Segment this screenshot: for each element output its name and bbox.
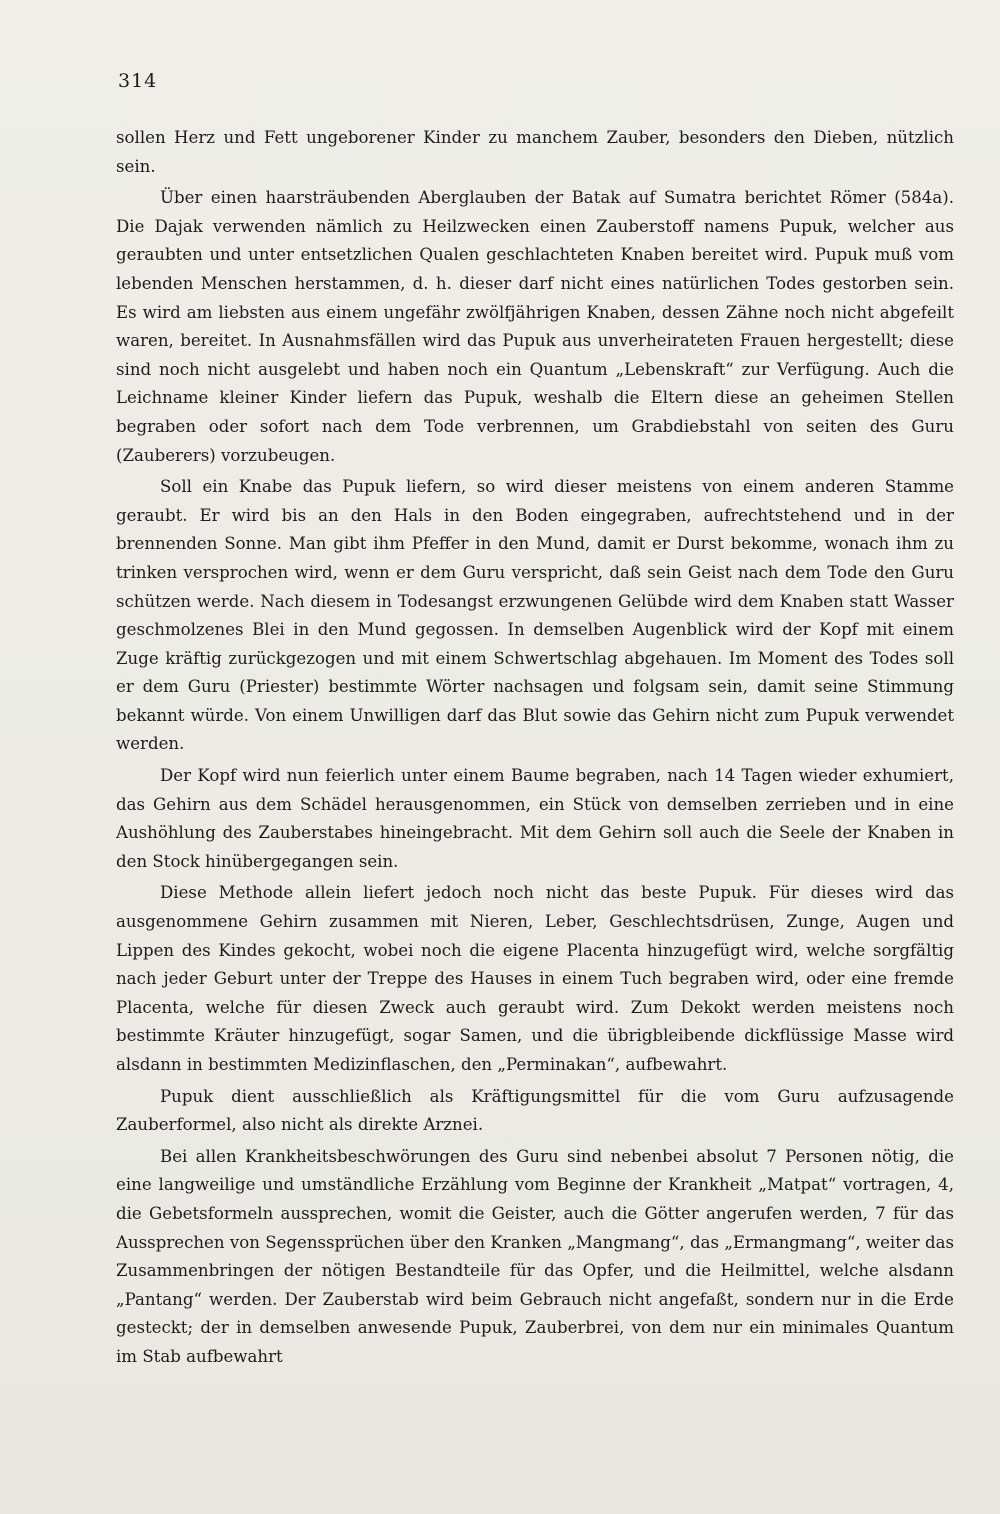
paragraph-continuation: sollen Herz und Fett ungeborener Kinder zu manchem Zauber, besonders den Dieben, nützlich sein. xyxy=(116,128,954,176)
body-text xyxy=(116,124,954,1372)
paragraph-knabe: Soll ein Knabe das Pupuk liefern, so wird dieser meistens von einem anderen Stamme geraubt. Er wird bis an den Hals in den Boden eingegraben, aufrechtstehend und in der brennenden Sonne. Man gibt ihm Pfeffer in den Mund, damit er Durst bekomme, wonach ihm zu trinken versprochen wird, wenn er dem Guru verspricht, daß sein Geist nach dem Tode den Guru schützen werde. Nach diesem in Todesangst erzwungenen Gelübde wird dem Knaben statt Wasser geschmolzenes Blei in den Mund gegossen. In demselben Augenblick wird der Kopf mit einem Zuge kräftig zurückgezogen und mit einem Schwertschlag abgehauen. Im Moment des Todes soll er dem Guru (Priester) bestimmte Wörter nachsagen und folgsam sein, damit seine Stimmung bekannt würde. Von einem Unwilligen darf das Blut sowie das Gehirn nicht zum Pupuk verwendet werden. xyxy=(116,477,954,754)
paragraph-beschwoerungen: Bei allen Krankheitsbeschwörungen des Guru sind nebenbei absolut 7 Personen nötig, die eine langweilige und umständliche Erzählung vom Beginne der Krankheit „Matpat“ vortragen, 4, die Gebetsformeln aussprechen, womit die Geister, auch die Götter angerufen werden, 7 für das Aussprechen von Segenssprüchen über den Kranken „Mangmang“, das „Ermangmang“, weiter das Zusammenbringen der nötigen Bestandteile für das Opfer, und die Heilmittel, welche alsdann „Pantang“ werden. Der Zauberstab wird beim Gebrauch nicht angefaßt, sondern nur in die Erde gesteckt; der in demselben anwesende Pupuk, Zauberbrei, von dem nur ein minimales Quantum im Stab aufbewahrt xyxy=(116,1146,954,1366)
paragraph-methode: Diese Methode allein liefert jedoch noch nicht das beste Pupuk. Für dieses wird das ausgenommene Gehirn zusammen mit Nieren, Leber, Geschlechtsdrüsen, Zunge, Augen und Lippen des Kindes gekocht, wobei noch die eigene Placenta hinzugefügt wird, welche sorgfältig nach jeder Geburt unter der Treppe des Hauses in einem Tuch begraben wird, oder eine fremde Placenta, welche für diesen Zweck auch geraubt wird. Zum Dekokt werden meistens noch bestimmte Kräuter hinzugefügt, sogar Samen, und die übrigbleibende dickflüssige Masse wird alsdann in bestimmten Medizinflaschen, den „Perminakan“, aufbewahrt. xyxy=(116,883,954,1074)
paragraph-kraeftigung: Pupuk dient ausschließlich als Kräftigungsmittel für die vom Guru aufzusagende Zauberformel, also nicht als direkte Arznei. xyxy=(116,1086,954,1135)
paragraph-batak: Über einen haarsträubenden Aberglauben der Batak auf Sumatra berichtet Römer (584a). Die Dajak verwenden nämlich zu Heilzwecken einen Zauberstoff namens Pupuk, welcher aus geraubten und unter entsetzlichen Qualen geschlachteten Knaben bereitet wird. Pupuk muß vom lebenden Menschen herstammen, d. h. dieser darf nicht eines natürlichen Todes gestorben sein. Es wird am liebsten aus einem ungefähr zwölfjährigen Knaben, dessen Zähne noch nicht abgefeilt waren, bereitet. In Ausnahmsfällen wird das Pupuk aus unverheirateten Frauen hergestellt; diese sind noch nicht ausgelebt und haben noch ein Quantum „Lebenskraft“ zur Verfügung. Auch die Leichname kleiner Kinder liefern das Pupuk, weshalb die Eltern diese an geheimen Stellen begraben oder sofort nach dem Tode verbrennen, um Grabdiebstahl von seiten des Guru (Zauberers) vorzubeugen. xyxy=(116,188,954,465)
page-number: 314 xyxy=(118,70,158,92)
paragraph-kopf: Der Kopf wird nun feierlich unter einem Baume begraben, nach 14 Tagen wieder exhumiert, das Gehirn aus dem Schädel herausgenommen, ein Stück von demselben zerrieben und in eine Aushöhlung des Zauberstabes hineingebracht. Mit dem Gehirn soll auch die Seele der Knaben in den Stock hinübergegangen sein. xyxy=(116,766,954,871)
